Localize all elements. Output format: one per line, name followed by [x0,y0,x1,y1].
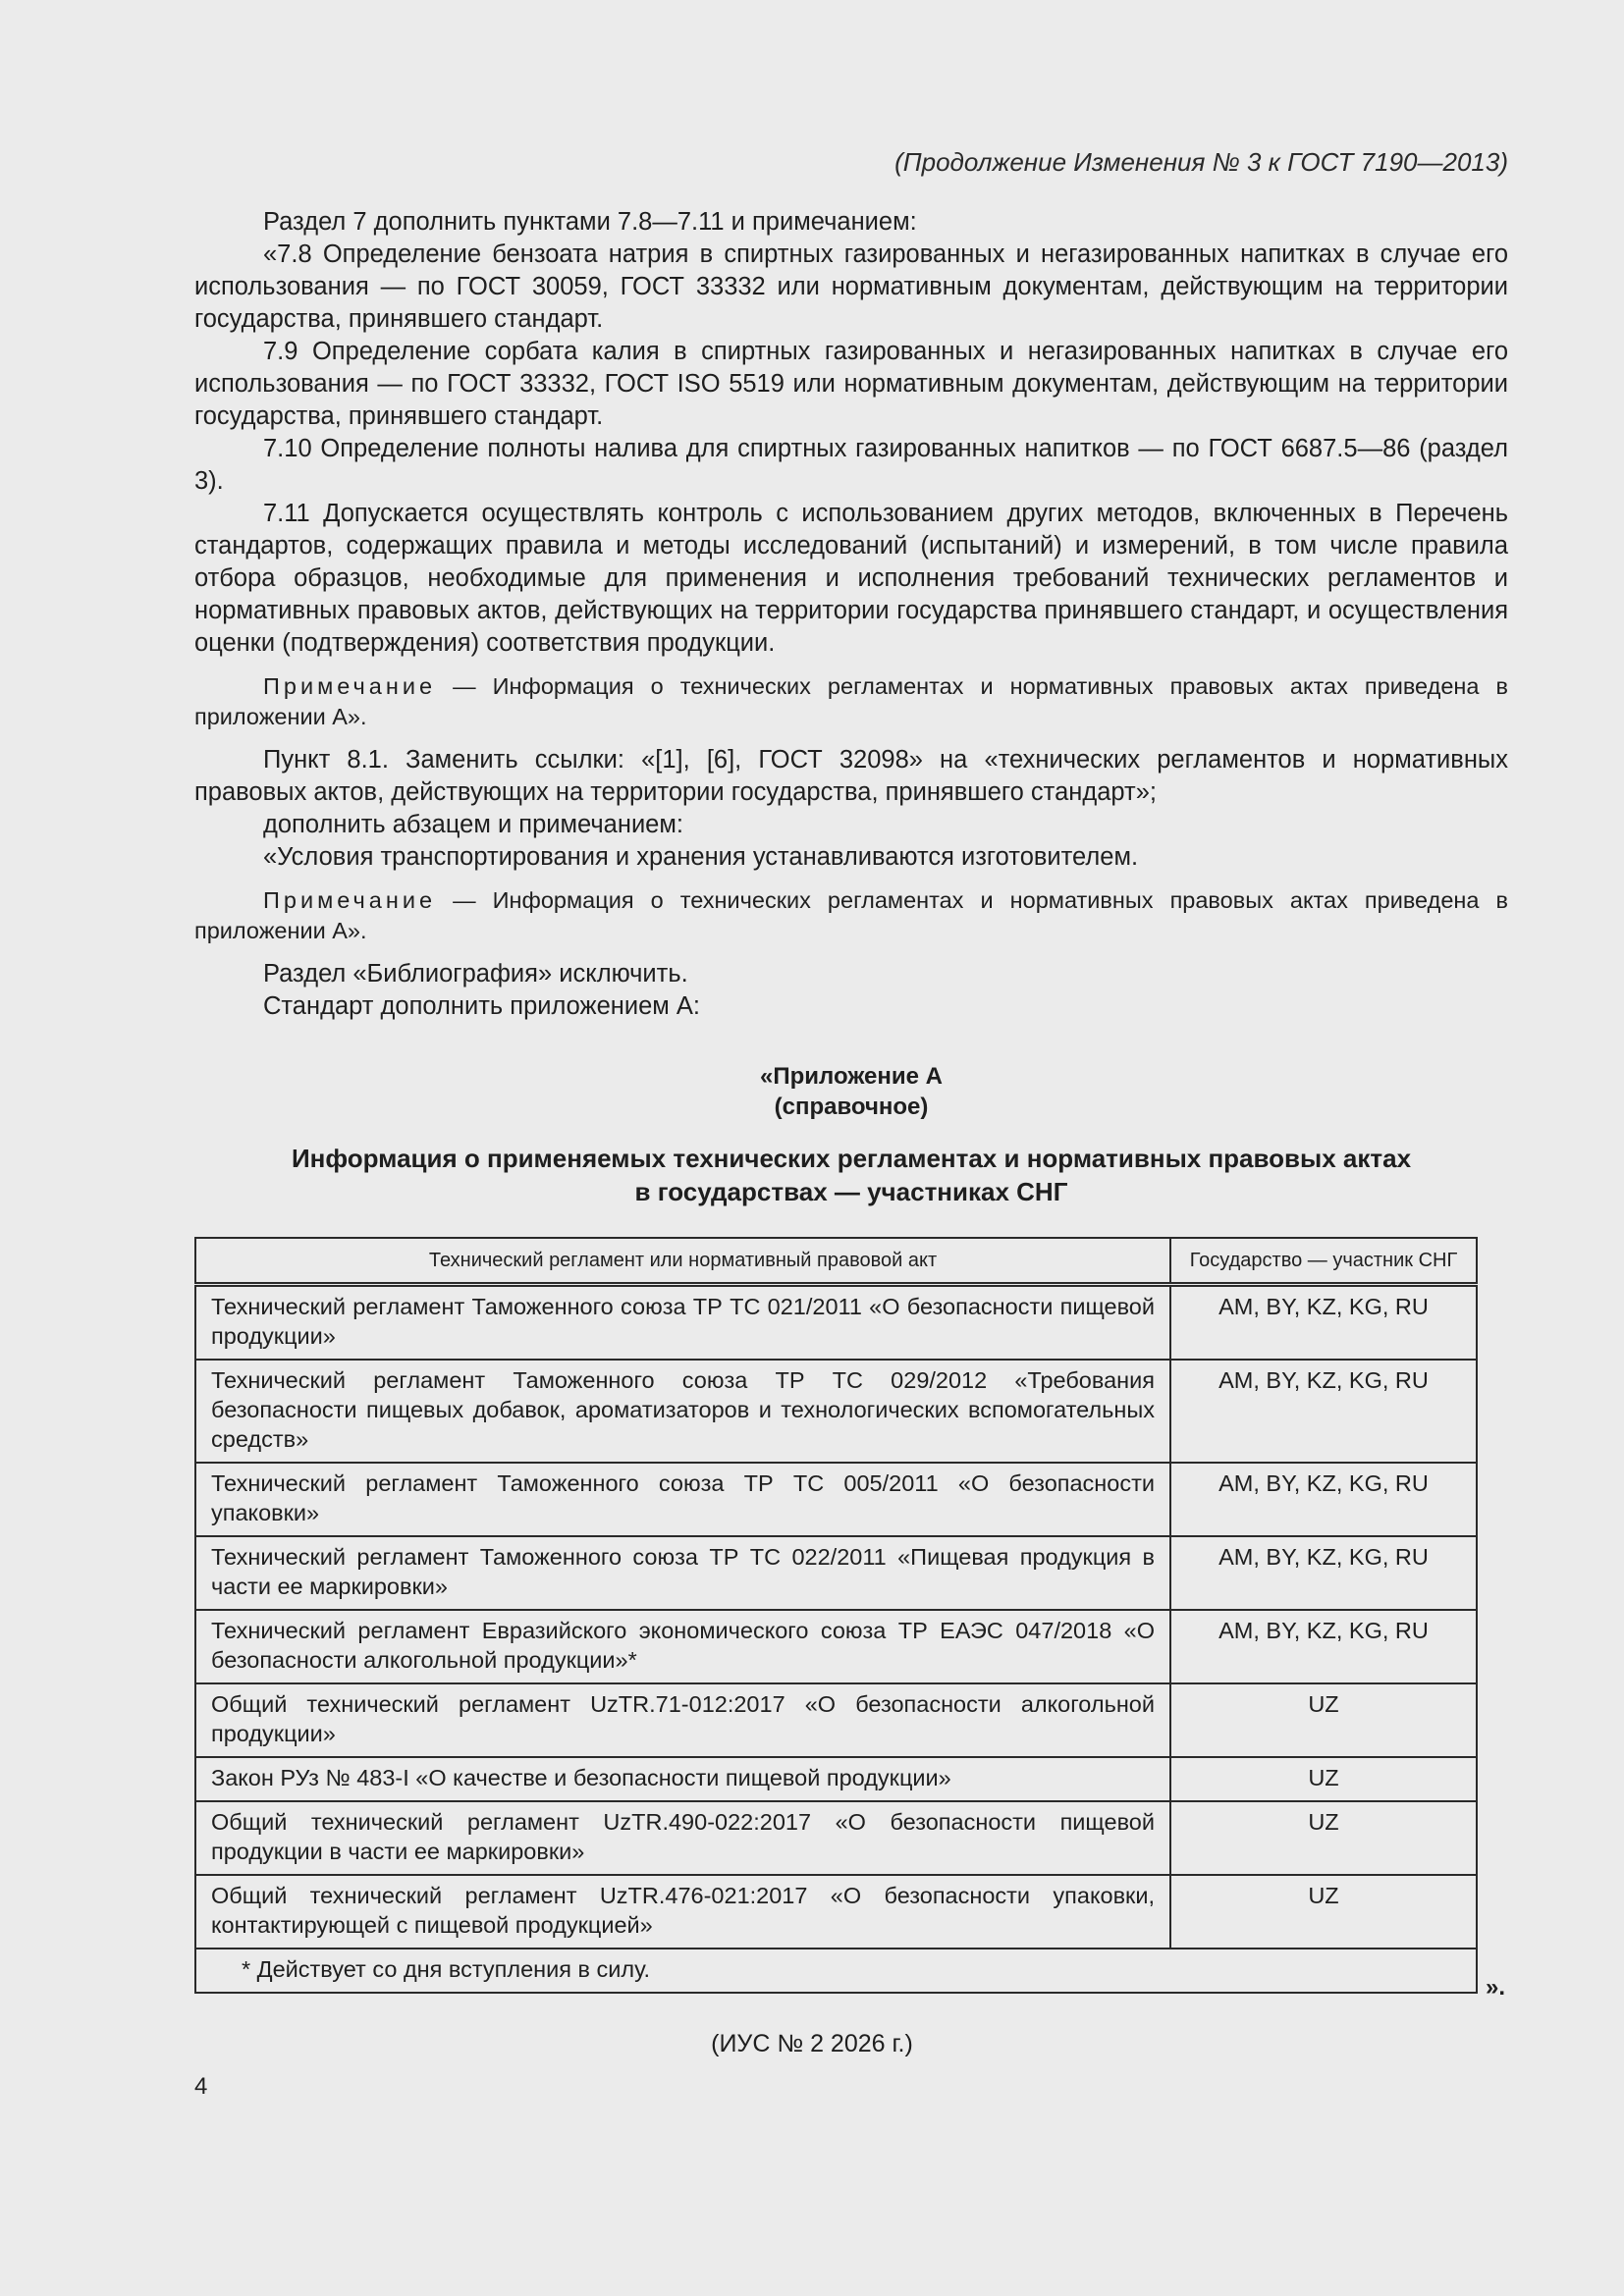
paragraph-bibliography: Раздел «Библиография» исключить. [263,960,688,988]
paragraph-section7: Раздел 7 дополнить пунктами 7.8—7.11 и примечанием: [263,208,917,236]
act-cell: Технический регламент Таможенного союза ТР ТС 021/2011 «О безопасности пищевой продукции» [195,1285,1170,1361]
table-row [195,1360,1477,1463]
info-title-line1: Информация о применяемых технических регламентах и нормативных правовых актах [291,1144,1412,1173]
act-cell: Технический регламент Таможенного союза ТР ТС 029/2012 «Требования безопасности пищевых добавок, ароматизаторов и технологических вспомогательных средств» [195,1360,1170,1463]
act-cell: Общий технический регламент UzTR.490-022:2017 «О безопасности пищевой продукции в части ее маркировки» [195,1801,1170,1875]
table-footnote-row [195,1949,1477,1993]
paragraph-appendix: Стандарт дополнить приложением А: [263,992,701,1020]
paragraph-add: дополнить абзацем и примечанием: [263,811,683,838]
paragraph-7-9: 7.9 Определение сорбата калия в спиртных газированных и негазированных напитках в случае его использования — по ГОСТ 33332, ГОСТ ISO 5519 или нормативным документам, действующим на территории государства, принявшего стандарт. [194,338,1508,430]
ius-reference: (ИУС № 2 2026 г.) [711,2030,913,2057]
state-cell: AM, BY, KZ, KG, RU [1170,1536,1477,1610]
paragraph-7-11: 7.11 Допускается осуществлять контроль с использованием других методов, включенных в Перечень стандартов, содержащих правила и методы исследований (испытаний) и измерений, в том числе правила отбора образцов, необходимые для применения и исполнения требований технических регламентов и нормативных правовых актов, действующих на территории государства принявшего стандарт, и осуществления оценки (подтверждения) соответствия продукции. [194,500,1508,657]
paragraph-8-1: Пункт 8.1. Заменить ссылки: «[1], [6], ГОСТ 32098» на «технических регламентов и нормативных правовых актов, действующих на территории государства, принявшего стандарт»; [194,746,1508,806]
state-cell: UZ [1170,1875,1477,1949]
table-row [195,1536,1477,1610]
closing-quote: ». [1486,1974,1506,2001]
act-cell: Технический регламент Евразийского экономического союза ТР ЕАЭС 047/2018 «О безопасности алкогольной продукции»* [195,1610,1170,1683]
note-label: Примечание [263,673,437,699]
act-cell: Общий технический регламент UzTR.476-021:2017 «О безопасности упаковки, контактирующей с пищевой продукцией» [195,1875,1170,1949]
act-cell: Технический регламент Таможенного союза ТР ТС 022/2011 «Пищевая продукция в части ее маркировки» [195,1536,1170,1610]
paragraph-7-8: «7.8 Определение бензоата натрия в спиртных газированных и негазированных напитках в случае его использования — по ГОСТ 30059, ГОСТ 33332 или нормативным документам, действующим на территории государства, принявшего стандарт. [194,240,1508,333]
info-title [194,1142,1508,1208]
note-label: Примечание [263,887,437,913]
act-cell: Технический регламент Таможенного союза ТР ТС 005/2011 «О безопасности упаковки» [195,1463,1170,1536]
act-cell: Закон РУз № 483-I «О качестве и безопасности пищевой продукции» [195,1757,1170,1801]
paragraph-7-10: 7.10 Определение полноты налива для спиртных газированных напитков — по ГОСТ 6687.5—86 (раздел 3). [194,435,1508,495]
column-header-act: Технический регламент или нормативный правовой акт [195,1238,1170,1285]
table-row [195,1610,1477,1683]
column-header-state: Государство — участник СНГ [1170,1238,1477,1285]
note-text: — Информация о технических регламентах и нормативных правовых актах приведена в приложении А». [194,887,1508,943]
state-cell: UZ [1170,1683,1477,1757]
table-header-row [195,1238,1477,1285]
state-cell: AM, BY, KZ, KG, RU [1170,1463,1477,1536]
table-row [195,1801,1477,1875]
table-row [195,1757,1477,1801]
appendix-label: «Приложение А [760,1063,943,1090]
table-row [195,1875,1477,1949]
state-cell: UZ [1170,1801,1477,1875]
note-text: — Информация о технических регламентах и нормативных правовых актах приведена в приложении А». [194,673,1508,729]
act-cell: Общий технический регламент UzTR.71-012:2017 «О безопасности алкогольной продукции» [195,1683,1170,1757]
table-row [195,1463,1477,1536]
paragraph-conditions: «Условия транспортирования и хранения устанавливаются изготовителем. [263,843,1139,871]
appendix-title [194,1061,1508,1122]
table-footnote: * Действует со дня вступления в силу. [195,1949,1477,1993]
page-number: 4 [194,2073,208,2100]
note-1 [194,671,1508,732]
table-row [195,1683,1477,1757]
info-title-line2: в государствах — участниках СНГ [634,1177,1068,1206]
note-2 [194,885,1508,946]
state-cell: AM, BY, KZ, KG, RU [1170,1360,1477,1463]
body-text [194,206,1508,1023]
state-cell: UZ [1170,1757,1477,1801]
page-header: (Продолжение Изменения № 3 к ГОСТ 7190—2013) [894,147,1508,177]
state-cell: AM, BY, KZ, KG, RU [1170,1610,1477,1683]
table-row [195,1285,1477,1361]
state-cell: AM, BY, KZ, KG, RU [1170,1285,1477,1361]
appendix-subtitle: (справочное) [774,1094,929,1120]
regulations-table [194,1237,1478,1994]
